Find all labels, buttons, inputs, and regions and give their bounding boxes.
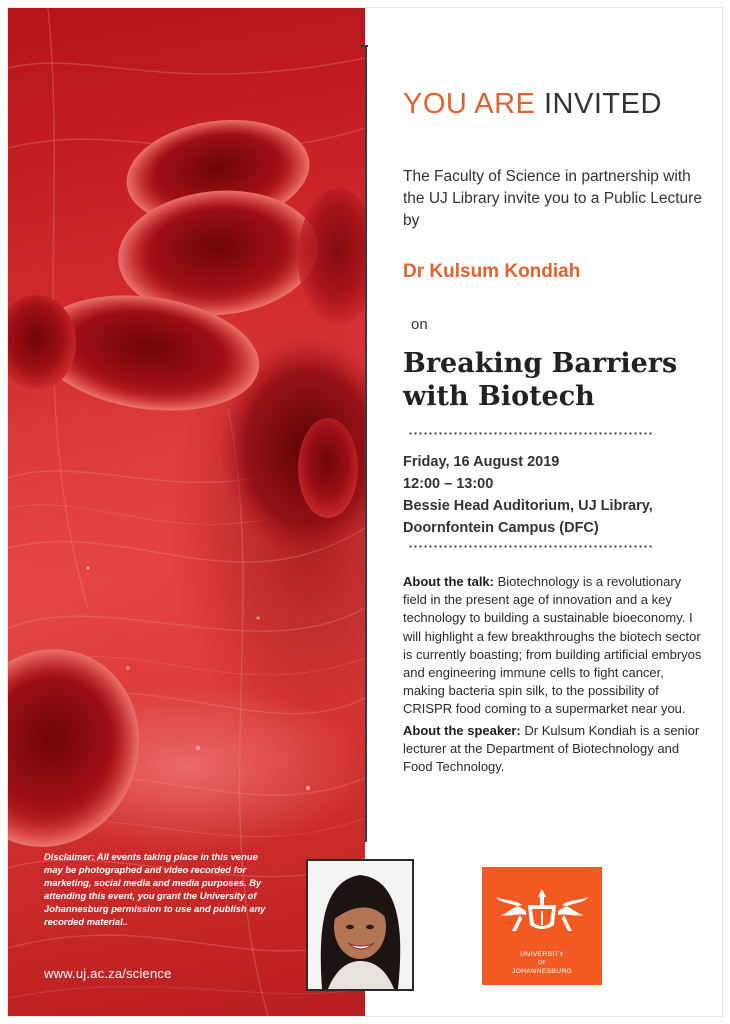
logo-johannesburg: JOHANNESBURG (511, 968, 573, 975)
logo-university: UNIVERSITY (520, 951, 564, 958)
dotted-divider-bottom (408, 545, 652, 548)
invite-heading (403, 88, 662, 121)
about-speaker-label: About the speaker: (403, 722, 521, 738)
about-section (403, 573, 703, 779)
lecture-title-line2: with Biotech (403, 381, 595, 412)
disclaimer-text: Disclaimer: All events taking place in this venue may be photographed and video recorded for marketing, social media and media purposes. By attending this event, you grant the University of Johannesburg permission to use and publish any recorded material.. (44, 851, 266, 927)
logo-of: OF (537, 960, 547, 966)
speaker-name: Dr Kulsum Kondiah (403, 261, 581, 282)
vertical-divider (365, 46, 367, 842)
event-date: Friday, 16 August 2019 (403, 454, 560, 470)
poster (8, 8, 722, 1016)
uj-crest-icon (482, 871, 602, 951)
invite-accent: YOU ARE (403, 88, 536, 120)
on-word: on (411, 316, 428, 333)
speaker-portrait (308, 861, 412, 989)
about-speaker-text: Dr Kulsum Kondiah is a senior lecturer at the Department of Biotechnology and Food Technology. (403, 722, 700, 775)
uj-logo (482, 867, 602, 985)
event-time: 12:00 – 13:00 (403, 476, 494, 492)
divider-tick (360, 45, 368, 47)
intro-text: The Faculty of Science in partnership with the UJ Library invite you to a Public Lecture by (403, 168, 702, 229)
event-venue-line1: Bessie Head Auditorium, UJ Library, (403, 498, 653, 514)
dotted-divider-top (408, 432, 652, 435)
speaker-photo (306, 859, 414, 991)
lecture-title-line1: Breaking Barriers (403, 348, 678, 379)
event-venue-line2: Doornfontein Campus (DFC) (403, 520, 599, 536)
about-talk-text: Biotechnology is a revolutionary field in the present age of innovation and a key technology to building a sustainable bioeconomy. I will highlight a few breakthroughs the biotech sector is currently boasting; from building artificial embryos and engineering immune cells to fight cancer, making bacteria spin silk, to the possibility of CRISPR food coming to a supermarket near you. (403, 574, 702, 717)
about-talk (403, 573, 703, 719)
about-talk-label: About the talk: (403, 574, 494, 589)
website-link[interactable]: www.uj.ac.za/science (44, 966, 172, 981)
lecture-title (403, 347, 713, 413)
event-details (403, 451, 653, 539)
invite-rest: INVITED (544, 88, 662, 120)
about-speaker (403, 722, 703, 777)
